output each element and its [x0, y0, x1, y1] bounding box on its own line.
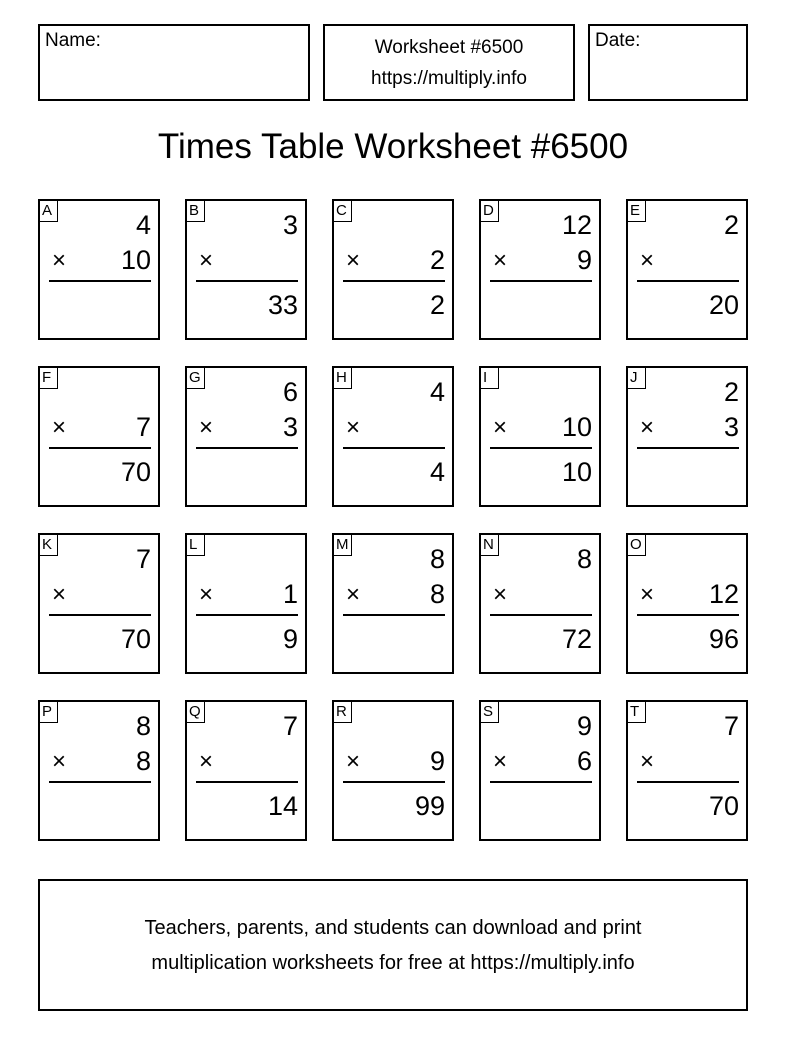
answer-line: [490, 781, 592, 783]
multiplicand[interactable]: 12: [561, 210, 592, 240]
problem-l[interactable]: [185, 533, 307, 674]
product[interactable]: 70: [120, 624, 151, 654]
problem-label: G: [187, 368, 205, 389]
times-icon: ×: [52, 414, 67, 441]
multiplicand[interactable]: 4: [135, 210, 151, 240]
product[interactable]: 9: [282, 624, 298, 654]
answer-line: [49, 781, 151, 783]
times-icon: ×: [199, 414, 214, 441]
product[interactable]: 2: [429, 290, 445, 320]
answer-line: [49, 614, 151, 616]
problem-label: I: [481, 368, 499, 389]
multiplicand[interactable]: 9: [576, 711, 592, 741]
answer-line: [343, 280, 445, 282]
times-icon: ×: [346, 748, 361, 775]
multiplicand[interactable]: 2: [723, 210, 739, 240]
problem-label: H: [334, 368, 352, 389]
product[interactable]: 99: [414, 791, 445, 821]
problem-h[interactable]: [332, 366, 454, 507]
problem-i[interactable]: [479, 366, 601, 507]
times-icon: ×: [640, 414, 655, 441]
times-icon: ×: [346, 247, 361, 274]
problem-label: O: [628, 535, 646, 556]
answer-line: [196, 447, 298, 449]
problem-label: L: [187, 535, 205, 556]
answer-line: [490, 280, 592, 282]
problem-label: M: [334, 535, 352, 556]
times-icon: ×: [52, 581, 67, 608]
times-icon: ×: [493, 247, 508, 274]
answer-line: [637, 614, 739, 616]
product[interactable]: 10: [561, 457, 592, 487]
problem-s[interactable]: [479, 700, 601, 841]
multiplicand[interactable]: 8: [135, 711, 151, 741]
footer-line-2: multiplication worksheets for free at https://multiply.info: [151, 952, 635, 974]
problem-label: D: [481, 201, 499, 222]
multiplier[interactable]: 8: [135, 746, 151, 776]
problem-label: Q: [187, 702, 205, 723]
problem-n[interactable]: [479, 533, 601, 674]
problem-b[interactable]: [185, 199, 307, 340]
multiplicand[interactable]: 2: [723, 377, 739, 407]
answer-line: [196, 614, 298, 616]
multiplier[interactable]: 1: [282, 579, 298, 609]
problem-label: K: [40, 535, 58, 556]
multiplicand[interactable]: 6: [282, 377, 298, 407]
multiplicand[interactable]: 7: [282, 711, 298, 741]
name-label: Name:: [45, 30, 101, 51]
multiplier[interactable]: 2: [429, 245, 445, 275]
times-icon: ×: [493, 748, 508, 775]
problem-label: A: [40, 201, 58, 222]
worksheet-number: Worksheet #6500: [374, 37, 524, 58]
multiplier[interactable]: 9: [429, 746, 445, 776]
answer-line: [637, 280, 739, 282]
answer-line: [637, 781, 739, 783]
answer-line: [343, 781, 445, 783]
problem-r[interactable]: [332, 700, 454, 841]
problem-label: F: [40, 368, 58, 389]
problem-label: C: [334, 201, 352, 222]
problem-a[interactable]: [38, 199, 160, 340]
answer-line: [490, 614, 592, 616]
product[interactable]: 70: [708, 791, 739, 821]
times-icon: ×: [52, 748, 67, 775]
multiplicand[interactable]: 7: [723, 711, 739, 741]
multiplier[interactable]: 3: [723, 412, 739, 442]
answer-line: [49, 280, 151, 282]
problem-label: P: [40, 702, 58, 723]
multiplier[interactable]: 6: [576, 746, 592, 776]
times-icon: ×: [346, 414, 361, 441]
date-label: Date:: [595, 30, 641, 51]
multiplier[interactable]: 10: [561, 412, 592, 442]
times-icon: ×: [199, 748, 214, 775]
footer-box: [38, 879, 748, 1011]
problem-label: B: [187, 201, 205, 222]
problem-k[interactable]: [38, 533, 160, 674]
product[interactable]: 33: [267, 290, 298, 320]
problem-label: R: [334, 702, 352, 723]
multiplicand[interactable]: 8: [576, 544, 592, 574]
worksheet-site-url: https://multiply.info: [371, 68, 527, 89]
problem-o[interactable]: [626, 533, 748, 674]
multiplier[interactable]: 12: [708, 579, 739, 609]
answer-line: [490, 447, 592, 449]
product[interactable]: 20: [708, 290, 739, 320]
multiplicand[interactable]: 4: [429, 377, 445, 407]
problem-c[interactable]: [332, 199, 454, 340]
product[interactable]: 70: [120, 457, 151, 487]
multiplier[interactable]: 7: [135, 412, 151, 442]
multiplicand[interactable]: 3: [282, 210, 298, 240]
product[interactable]: 14: [267, 791, 298, 821]
page-title: Times Table Worksheet #6500: [157, 127, 629, 166]
times-icon: ×: [52, 247, 67, 274]
problem-label: N: [481, 535, 499, 556]
times-icon: ×: [493, 414, 508, 441]
answer-line: [637, 447, 739, 449]
multiplicand[interactable]: 7: [135, 544, 151, 574]
footer-line-1: Teachers, parents, and students can download and print: [144, 917, 642, 939]
problem-j[interactable]: [626, 366, 748, 507]
product[interactable]: 96: [708, 624, 739, 654]
product[interactable]: 4: [429, 457, 445, 487]
times-icon: ×: [199, 581, 214, 608]
answer-line: [196, 280, 298, 282]
problem-d[interactable]: [479, 199, 601, 340]
problem-label: E: [628, 201, 646, 222]
problem-g[interactable]: [185, 366, 307, 507]
times-icon: ×: [640, 748, 655, 775]
problem-f[interactable]: [38, 366, 160, 507]
multiplier[interactable]: 3: [282, 412, 298, 442]
times-icon: ×: [493, 581, 508, 608]
multiplier[interactable]: 8: [429, 579, 445, 609]
problem-e[interactable]: [626, 199, 748, 340]
multiplier[interactable]: 9: [576, 245, 592, 275]
answer-line: [49, 447, 151, 449]
answer-line: [343, 447, 445, 449]
answer-line: [196, 781, 298, 783]
problem-q[interactable]: [185, 700, 307, 841]
problem-t[interactable]: [626, 700, 748, 841]
times-icon: ×: [640, 581, 655, 608]
times-icon: ×: [346, 581, 361, 608]
problem-label: S: [481, 702, 499, 723]
times-icon: ×: [199, 247, 214, 274]
product[interactable]: 72: [561, 624, 592, 654]
answer-line: [343, 614, 445, 616]
problem-m[interactable]: [332, 533, 454, 674]
multiplicand[interactable]: 8: [429, 544, 445, 574]
times-icon: ×: [640, 247, 655, 274]
problem-p[interactable]: [38, 700, 160, 841]
problem-label: T: [628, 702, 646, 723]
problem-label: J: [628, 368, 646, 389]
multiplier[interactable]: 10: [120, 245, 151, 275]
